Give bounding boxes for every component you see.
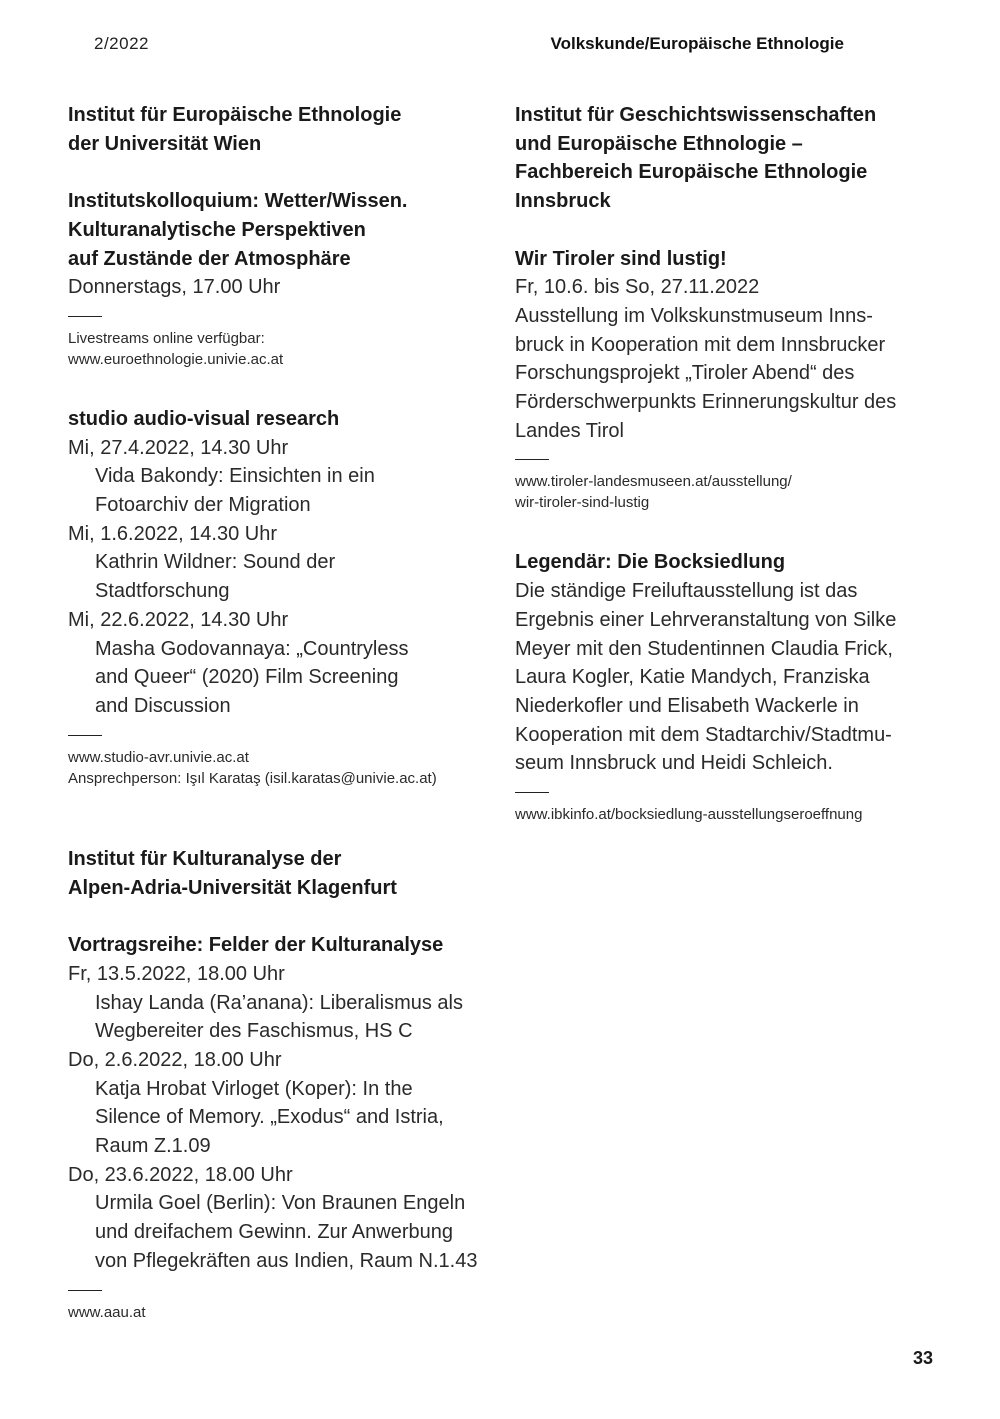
event-date: Mi, 27.4.2022, 14.30 Uhr xyxy=(68,436,289,459)
event-series-title: Vortragsreihe: Felder der Kulturanalyse xyxy=(68,934,444,957)
institute-title-line: Fachbereich Europäische Ethnologie xyxy=(515,161,868,184)
klagenfurt-column xyxy=(68,845,493,1323)
exhibition-title: Legendär: Die Bocksiedlung xyxy=(515,551,786,574)
institute-title-line: Institut für Geschichtswissenschaften xyxy=(515,104,877,126)
exhibition-description: Ergebnis einer Lehrveranstaltung von Silke xyxy=(515,608,897,631)
event-description: Ishay Landa (Ra’anana): Liberalismus als xyxy=(95,991,463,1014)
exhibition-dates: Fr, 10.6. bis So, 27.11.2022 xyxy=(515,276,760,299)
divider-rule xyxy=(68,735,102,736)
event-schedule: Donnerstags, 17.00 Uhr xyxy=(68,276,281,299)
event-date: Do, 2.6.2022, 18.00 Uhr xyxy=(68,1048,282,1071)
contact-person: Ansprechperson: Işıl Karataş (isil.karatas@univie.ac.at) xyxy=(68,769,437,787)
event-description: Fotoarchiv der Migration xyxy=(95,494,311,517)
info-link[interactable]: www.aau.at xyxy=(68,1303,146,1321)
info-link[interactable]: www.studio-avr.univie.ac.at xyxy=(68,748,249,766)
exhibition-description: Niederkofler und Elisabeth Wackerle in xyxy=(515,694,859,717)
event-description: and Discussion xyxy=(95,694,231,717)
exhibition-description: Laura Kogler, Katie Mandych, Franziska xyxy=(515,666,870,689)
divider-rule xyxy=(68,1290,102,1291)
event-description: und dreifachem Gewinn. Zur Anwerbung xyxy=(95,1221,453,1244)
divider-rule xyxy=(515,792,549,793)
exhibition-description: Landes Tirol xyxy=(515,419,624,442)
institute-title-line: Innsbruck xyxy=(515,190,611,213)
event-description: von Pflegekräften aus Indien, Raum N.1.43 xyxy=(95,1249,478,1272)
event-series-title: studio audio-visual research xyxy=(68,407,340,430)
exhibition-description: bruck in Kooperation mit dem Innsbrucker xyxy=(515,333,886,356)
exhibition-description: Forschungsprojekt „Tiroler Abend“ des xyxy=(515,362,855,385)
institute-title-line: und Europäische Ethnologie – xyxy=(515,132,803,155)
info-link[interactable]: www.ibkinfo.at/bocksiedlung-ausstellungseroeffnung xyxy=(515,806,863,824)
exhibition-title: Wir Tiroler sind lustig! xyxy=(515,247,727,270)
event-series-title: Kulturanalytische Perspektiven xyxy=(68,218,366,241)
event-date: Mi, 1.6.2022, 14.30 Uhr xyxy=(68,522,278,545)
event-description: Vida Bakondy: Einsichten in ein xyxy=(95,465,375,488)
event-date: Do, 23.6.2022, 18.00 Uhr xyxy=(68,1163,293,1186)
exhibition-description: Kooperation mit dem Stadtarchiv/Stadtmu- xyxy=(515,723,892,746)
wien-column xyxy=(68,101,493,789)
event-description: Wegbereiter des Faschismus, HS C xyxy=(95,1020,413,1043)
info-link[interactable]: wir-tiroler-sind-lustig xyxy=(515,494,650,512)
innsbruck-column xyxy=(515,101,940,825)
divider-rule xyxy=(515,459,549,460)
info-note: Livestreams online verfügbar: xyxy=(68,329,265,347)
running-header-section: Volkskunde/Europäische Ethnologie xyxy=(550,34,844,53)
exhibition-description: Förderschwerpunkts Erinnerungskultur des xyxy=(515,391,897,414)
exhibition-description: Meyer mit den Studentinnen Claudia Frick, xyxy=(515,637,893,660)
event-description: Stadtforschung xyxy=(95,580,230,603)
exhibition-description: Die ständige Freiluftausstellung ist das xyxy=(515,580,858,603)
institute-title-line: Institut für Kulturanalyse der xyxy=(68,848,342,870)
institute-title-line: Institut für Europäische Ethnologie xyxy=(68,104,402,126)
event-description: Raum Z.1.09 xyxy=(95,1135,211,1158)
event-description: Kathrin Wildner: Sound der xyxy=(95,551,336,574)
institute-title-line: Alpen-Adria-Universität Klagenfurt xyxy=(68,876,397,899)
event-series-title: Institutskolloquium: Wetter/Wissen. xyxy=(68,190,408,213)
event-date: Mi, 22.6.2022, 14.30 Uhr xyxy=(68,608,289,631)
exhibition-description: Ausstellung im Volkskunstmuseum Inns- xyxy=(515,304,873,327)
info-link[interactable]: www.tiroler-landesmuseen.at/ausstellung/ xyxy=(515,473,792,491)
event-description: Silence of Memory. „Exodus“ and Istria, xyxy=(95,1106,444,1129)
event-description: Urmila Goel (Berlin): Von Braunen Engeln xyxy=(95,1192,466,1215)
issue-number: 2/2022 xyxy=(94,34,149,53)
event-date: Fr, 13.5.2022, 18.00 Uhr xyxy=(68,962,285,985)
event-description: and Queer“ (2020) Film Screening xyxy=(95,666,399,689)
divider-rule xyxy=(68,316,102,317)
info-link[interactable]: www.euroethnologie.univie.ac.at xyxy=(68,350,284,368)
institute-title-line: der Universität Wien xyxy=(68,132,262,155)
exhibition-description: seum Innsbruck und Heidi Schleich. xyxy=(515,752,833,775)
event-series-title: auf Zustände der Atmosphäre xyxy=(68,247,351,270)
event-description: Katja Hrobat Virloget (Koper): In the xyxy=(95,1077,413,1100)
event-description: Masha Godovannaya: „Countryless xyxy=(95,637,409,660)
page-number: 33 xyxy=(912,1348,933,1368)
